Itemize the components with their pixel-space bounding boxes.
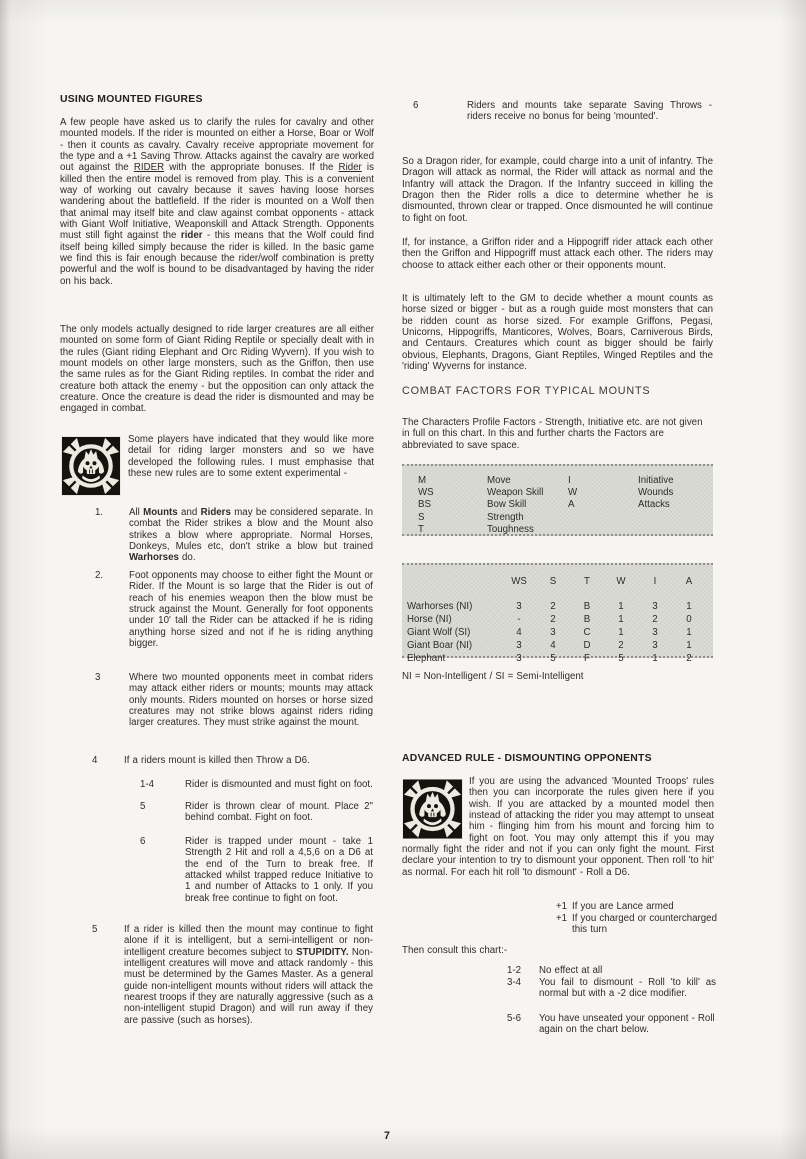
intelligence-key-note: NI = Non-Intelligent / SI = Semi-Intelligent (402, 671, 584, 682)
advanced-rule-block (402, 776, 714, 878)
stats-row-elephant: Elephant 3 5 F 5 1 2 (407, 653, 692, 664)
page-number: 7 (384, 1130, 390, 1142)
designed-to-ride-paragraph: The only models actually designed to ride larger creatures are all either mounted on some form of Giant Riding Reptile or specially dealt with in the rules (Giant riding Elephant and Orc Riding Wyvern). If you wish to mount models on other large monsters, such as the Griffon, then use the same rules as for the Giant Riding reptiles. In combat the rider and creature both attack the enemy - but the opposition can only attack the creature. Once the creature is dead the rider is dismounted and may be engaged in combat. (60, 324, 374, 415)
bold-rider: rider (180, 230, 203, 242)
sublist-item-1-4: Rider is dismounted and must fight on foot. (185, 779, 373, 790)
chart-label-5-6: 5-6 (507, 1013, 522, 1024)
sublist-label-6: 6 (140, 836, 146, 847)
chart-result-1-2: No effect at all (539, 965, 603, 976)
consult-chart-line: Then consult this chart:- (402, 945, 508, 956)
chart-result-5-6: You have unseated your opponent - Roll again on the chart below. (539, 1013, 715, 1036)
sublist-item-6: Rider is trapped under mount - take 1 Strength 2 Hit and roll a 4,5,6 on a D6 at the end of the Turn to break free. If attacked whilst trapped reduce Initiative to 1 and number of Attacks to 1 only. If you break free continue to fight on foot. (185, 836, 373, 904)
bold-stupidity: STUPIDITY. (296, 946, 349, 958)
underlined-rider: Rider (338, 162, 362, 174)
dragon-rider-paragraph: So a Dragon rider, for example, could charge into a unit of infantry. The Dragon will attack as normal, the Rider will attack as normal and the Infantry will attack the Dragon. If the Infantry succeed in killing the Dragon then the Rider rolls a dice to determine whether he is dismounted, thrown clear or trapped. Once dismounted he will continue to fight on foot. (402, 156, 713, 224)
sublist-label-1-4: 1-4 (140, 779, 155, 790)
modifier-lance: If you are Lance armed (572, 901, 674, 912)
modifier-label-lance: +1 (556, 901, 568, 912)
chart-label-3-4: 3-4 (507, 977, 522, 988)
rule-item-2: Foot opponents may choose to either fight the Mount or Rider. If the Mount is so large that the Rider is out of reach of his enemies weapon then the blow must be struck against the Mount. Generally for foot opponents under 10' tall the Rider can be attacked if he is riding anything horse sized and not if he is riding anything bigger. (129, 570, 373, 650)
abbreviation-row: BS Bow Skill A Attacks (418, 499, 670, 511)
bold-riders: Riders (200, 507, 231, 518)
sublist-label-5: 5 (140, 801, 146, 812)
list-number-5: 5 (92, 924, 98, 935)
bold-warhorses: Warhorses (129, 552, 179, 564)
chart-result-3-4: You fail to dismount - Roll 'to kill' as normal but with a -2 dice modifier. (539, 977, 716, 1000)
intro-paragraph: A few people have asked us to clarify the rules for cavalry and other mounted models. If the rider is mounted on either a Horse, Boar or Wolf - then it counts as cavalry. Cavalry receive appropriate movement for the type and a +1 Saving Throw. Attacks against the cavalry are worked out against the RIDER with the appropriate bonuses. If the Rider is killed then the entire model is removed from play. This is a convenient way of working out cavalry because it saves having loose horses wandering about the battlefield. If the rider is mounted on a Wolf then that animal may itself bite and claw against combat opponents - attack with Giant Wolf Initiative, Weaponskill and Attack Strength. Opponents must still fight against the rider - this means that the Wolf could find itself being killed simply because the rider is killed. In the basic game we find this is fair enough because the rider/wolf combination is pretty powerful and the wolf is bound to be disadvantaged by having the rider on his back. (60, 117, 374, 287)
designer-note-text: Some players have indicated that they would like more detail for riding larger monsters and so we have developed the following rules. I must emphasise that these new rules are to some extent experimental - (128, 434, 374, 480)
mount-stats-table (402, 563, 713, 664)
abbreviation-table (402, 464, 713, 536)
stats-row-giant-wolf: Giant Wolf (SI) 4 3 C 1 3 1 (407, 627, 692, 638)
rule-item-6: Riders and mounts take separate Saving Throws - riders receive no bonus for being 'mounted'. (467, 100, 712, 123)
abbreviation-row: M Move I Initiative (418, 475, 674, 486)
list-number-4: 4 (92, 755, 98, 766)
gm-decides-paragraph: It is ultimately left to the GM to decide whether a mount counts as horse sized or bigger - but as a rough guide most monsters that can be ridden count as horse sized. For example Griffons, Pegasi, Unicorns, Hippogriffs, Manticores, Wolves, Boars, Carniverous Birds, and Centaurs. Creatures which count as bigger should be fairly obvious, Elephants, Dragons, Giant Reptiles, Winged Reptiles and the 'riding' Wyverns for instance. (402, 293, 713, 373)
rule-item-1: All Mounts and Riders may be considered separate. In combat the Rider strikes a blow and the Mount also strikes a blow where appropriate. Normal Horses, Donkeys, Mules etc, don't strike a blow but trained Warhorses do. (129, 507, 373, 564)
section-title-advanced-rule: ADVANCED RULE - DISMOUNTING OPPONENTS (402, 753, 652, 764)
intro-text: A few people have asked us to clarify the rules for cavalry and other mounted models. If the rider is mounted on either a Horse, Boar or Wolf - then it counts as cavalry. Cavalry receive appropriate movement for the type and a +1 Saving Throw. Attacks against the cavalry are worked out against the (60, 117, 374, 174)
abbreviation-row: WS Weapon Skill W Wounds (418, 487, 674, 499)
list-number-3: 3 (95, 672, 101, 683)
factors-abbreviated-paragraph: The Characters Profile Factors - Strength, Initiative etc. are not given in full on this chart. In this and further charts the Factors are abbreviated to save space. (402, 417, 703, 451)
bold-mounts: Mounts (143, 507, 178, 518)
underlined-rider-caps: RIDER (133, 162, 165, 174)
chart-label-1-2: 1-2 (507, 965, 522, 976)
rule-item-5: If a rider is killed then the mount may continue to fight alone if it is intelligent, but a semi-intelligent or non-intelligent creature becomes subject to STUPIDITY. Non-intelligent creatures will move and attack randomly - this must be determined by the Games Master. As a general guide non-intelligent mounts without riders will attack the nearest troops if they are naturally aggressive (such as a non-intelligent stupid Dragon) and will run away if they are passive (such as horses). (124, 924, 373, 1026)
designer-note-block (60, 434, 374, 498)
rule-item-3: Where two mounted opponents meet in combat riders may attack either riders or mounts; mounts may attack only mounts. Riders mounted on horses or horse sized creatures may not strike blows against riders riding larger creatures. They must strike against the mount. (129, 672, 373, 729)
list-number-1: 1. (95, 507, 104, 518)
advanced-rule-text: If you are using the advanced 'Mounted Troops' rules then you can incorporate the rules given here if you wish. If you are attacked by a mounted model then instead of attacking the rider you may attempt to unseat him - flinging him from his mount and forcing him to fight on foot. You may only attempt this if you may normally fight the rider and not if you can only fight the mount. First declare your intention to try to dismount your opponent. Then roll 'to hit' as normal. For each hit roll 'to dismount' - Roll a D6. (402, 776, 714, 878)
skull-emblem-icon (60, 436, 122, 496)
list-number-6: 6 (413, 100, 419, 111)
rule-item-4: If a riders mount is killed then Throw a D6. (124, 755, 310, 766)
skull-emblem-icon (402, 778, 463, 840)
stats-header-row: WS S T W I A (511, 576, 693, 587)
modifier-label-charge: +1 (556, 913, 568, 924)
list-number-2: 2. (95, 570, 104, 581)
stats-row-horse: Horse (NI) - 2 B 1 2 0 (407, 614, 692, 625)
abbreviation-row: S Strength (418, 511, 524, 523)
stats-row-giant-boar: Giant Boar (NI) 3 4 D 2 3 1 (407, 640, 692, 651)
section-title-using-mounted-figures: USING MOUNTED FIGURES (60, 94, 203, 105)
griffon-hippogriff-paragraph: If, for instance, a Griffon rider and a Hippogriff rider attack each other then the Griffon and Hippogriff must attack each other. The riders may choose to attack either each other or their opponents mount. (402, 237, 713, 271)
stats-row-warhorses: Warhorses (NI) 3 2 B 1 3 1 (407, 601, 692, 612)
modifier-charge: If you charged or countercharged this turn (572, 913, 717, 936)
sublist-item-5: Rider is thrown clear of mount. Place 2" behind combat. Fight on foot. (185, 801, 373, 824)
abbreviation-row: T Toughness (418, 523, 534, 535)
section-title-combat-factors: COMBAT FACTORS FOR TYPICAL MOUNTS (402, 385, 651, 397)
